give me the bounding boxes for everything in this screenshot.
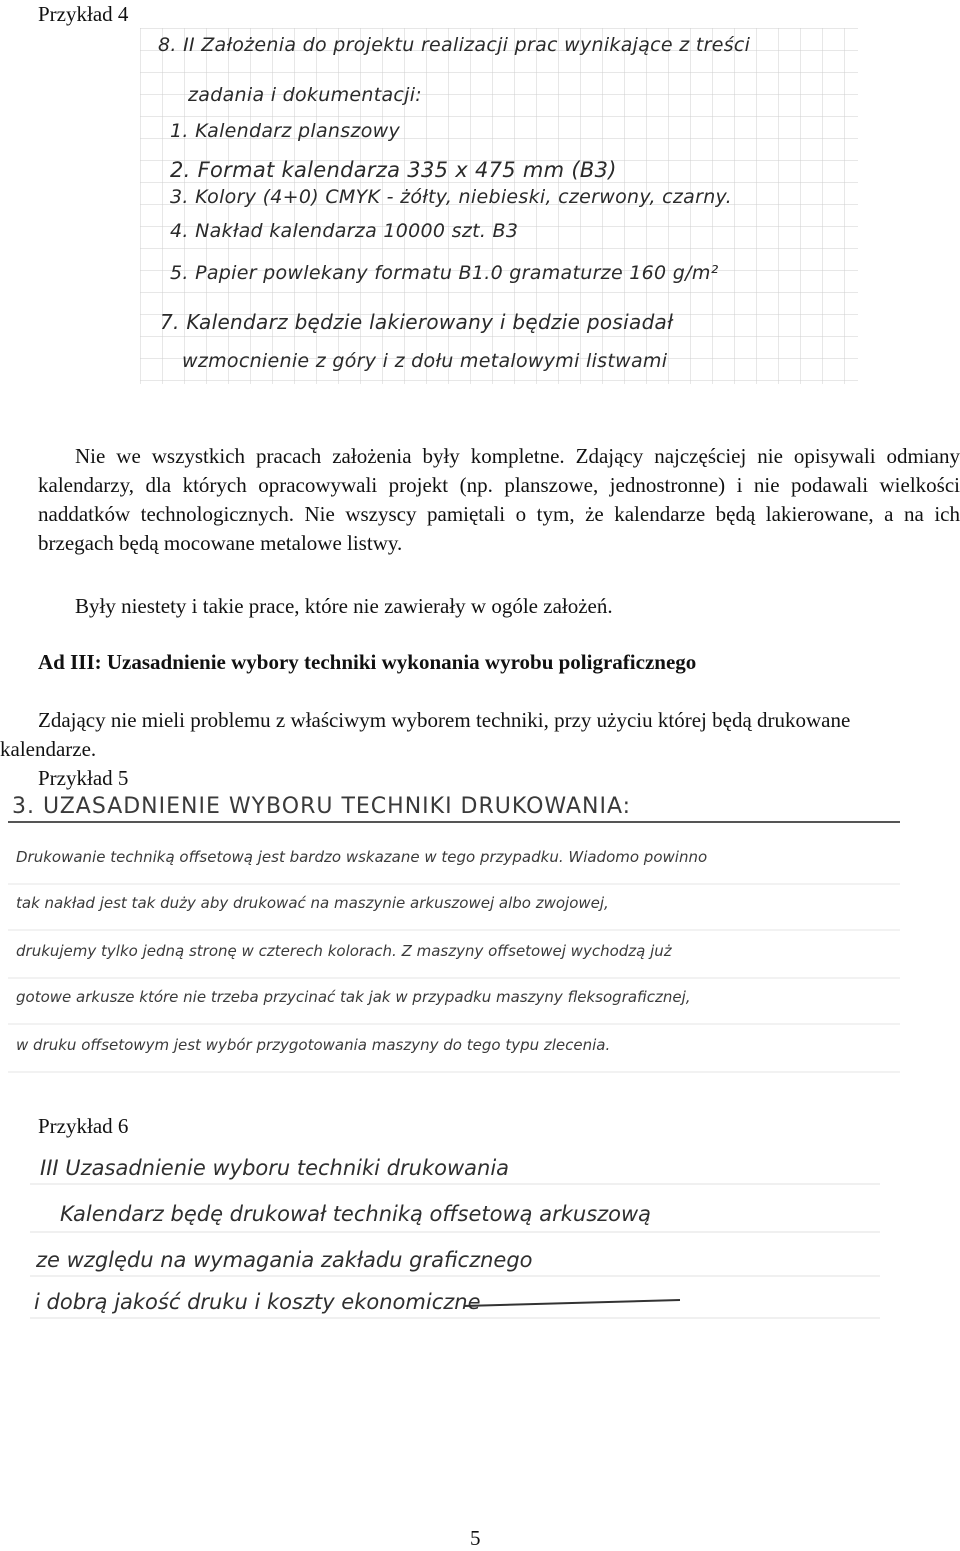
hw6-line-0: III Uzasadnienie wyboru techniki drukowania xyxy=(40,1156,510,1180)
hw6-line-1: Kalendarz będę drukował techniką offsetową arkuszową xyxy=(60,1202,652,1226)
example-6-handwritten-scan xyxy=(30,1140,880,1322)
page-number: 5 xyxy=(470,1526,481,1550)
hw4-line-6: 5. Papier powlekany formatu B1.0 gramaturze 160 g/m² xyxy=(170,262,719,284)
hw4-line-7: 7. Kalendarz będzie lakierowany i będzie posiadał xyxy=(160,310,674,334)
paragraph-technique-choice-text: Zdający nie mieli problemu z właściwym wyborem techniki, przy użyciu której będą drukowane kalendarze. xyxy=(0,708,851,761)
example-5-handwritten-scan xyxy=(8,792,900,1092)
example-5-label: Przykład 5 xyxy=(38,766,129,790)
hw6-line-2: ze względu na wymagania zakładu graficznego xyxy=(36,1248,533,1272)
section-heading: Ad III: Uzasadnienie wybory techniki wykonania wyrobu poligraficznego xyxy=(38,650,697,674)
hw5-line-3: drukujemy tylko jedną stronę w czterech kolorach. Z maszyny offsetowej wychodzą już xyxy=(16,942,672,960)
hw5-line-0: 3. UZASADNIENIE WYBORU TECHNIKI DRUKOWANIA: xyxy=(12,794,632,819)
paragraph-incomplete-assumptions: Nie we wszystkich pracach założenia były kompletne. Zdający najczęściej nie opisywali odmiany kalendarzy, dla których opracowywali projekt (np. planszowe, jednostronne) i nie podawali wielkości naddatków technologicznych. Nie wszyscy pamiętali o tym, że kalendarze będą lakierowane, a na ich brzegach będą mocowane metalowe listwy. xyxy=(38,444,960,555)
example-4-handwritten-scan xyxy=(140,28,858,384)
hw4-line-0: 8. II Założenia do projektu realizacji prac wynikające z treści xyxy=(158,34,751,56)
hw4-line-8: wzmocnienie z góry i z dołu metalowymi listwami xyxy=(182,350,668,372)
hw5-line-1: Drukowanie techniką offsetową jest bardzo wskazane w tego przypadku. Wiadomo powinno xyxy=(16,848,708,866)
hw5-line-2: tak nakład jest tak duży aby drukować na maszynie arkuszowej albo zwojowej, xyxy=(16,894,609,912)
example-4-label: Przykład 4 xyxy=(38,2,129,26)
hw4-line-2: 1. Kalendarz planszowy xyxy=(170,120,401,142)
paragraph-technique-choice xyxy=(0,706,960,764)
hw5-line-5: w druku offsetowym jest wybór przygotowania maszyny do tego typu zlecenia. xyxy=(16,1036,611,1054)
example-6-label: Przykład 6 xyxy=(38,1114,129,1138)
hw4-line-4: 3. Kolory (4+0) CMYK - żółty, niebieski, czerwony, czarny. xyxy=(170,186,732,208)
hw6-line-3: i dobrą jakość druku i koszty ekonomiczne xyxy=(34,1290,481,1314)
hw4-line-5: 4. Nakład kalendarza 10000 szt. B3 xyxy=(170,220,519,242)
hw5-line-4: gotowe arkusze które nie trzeba przycinać tak jak w przypadku maszyny fleksograficznej, xyxy=(16,988,691,1006)
hw4-line-3: 2. Format kalendarza 335 x 475 mm (B3) xyxy=(170,158,617,182)
paragraph-no-assumptions: Były niestety i takie prace, które nie zawierały w ogóle założeń. xyxy=(75,594,613,618)
hw4-line-1: zadania i dokumentacji: xyxy=(188,84,423,106)
